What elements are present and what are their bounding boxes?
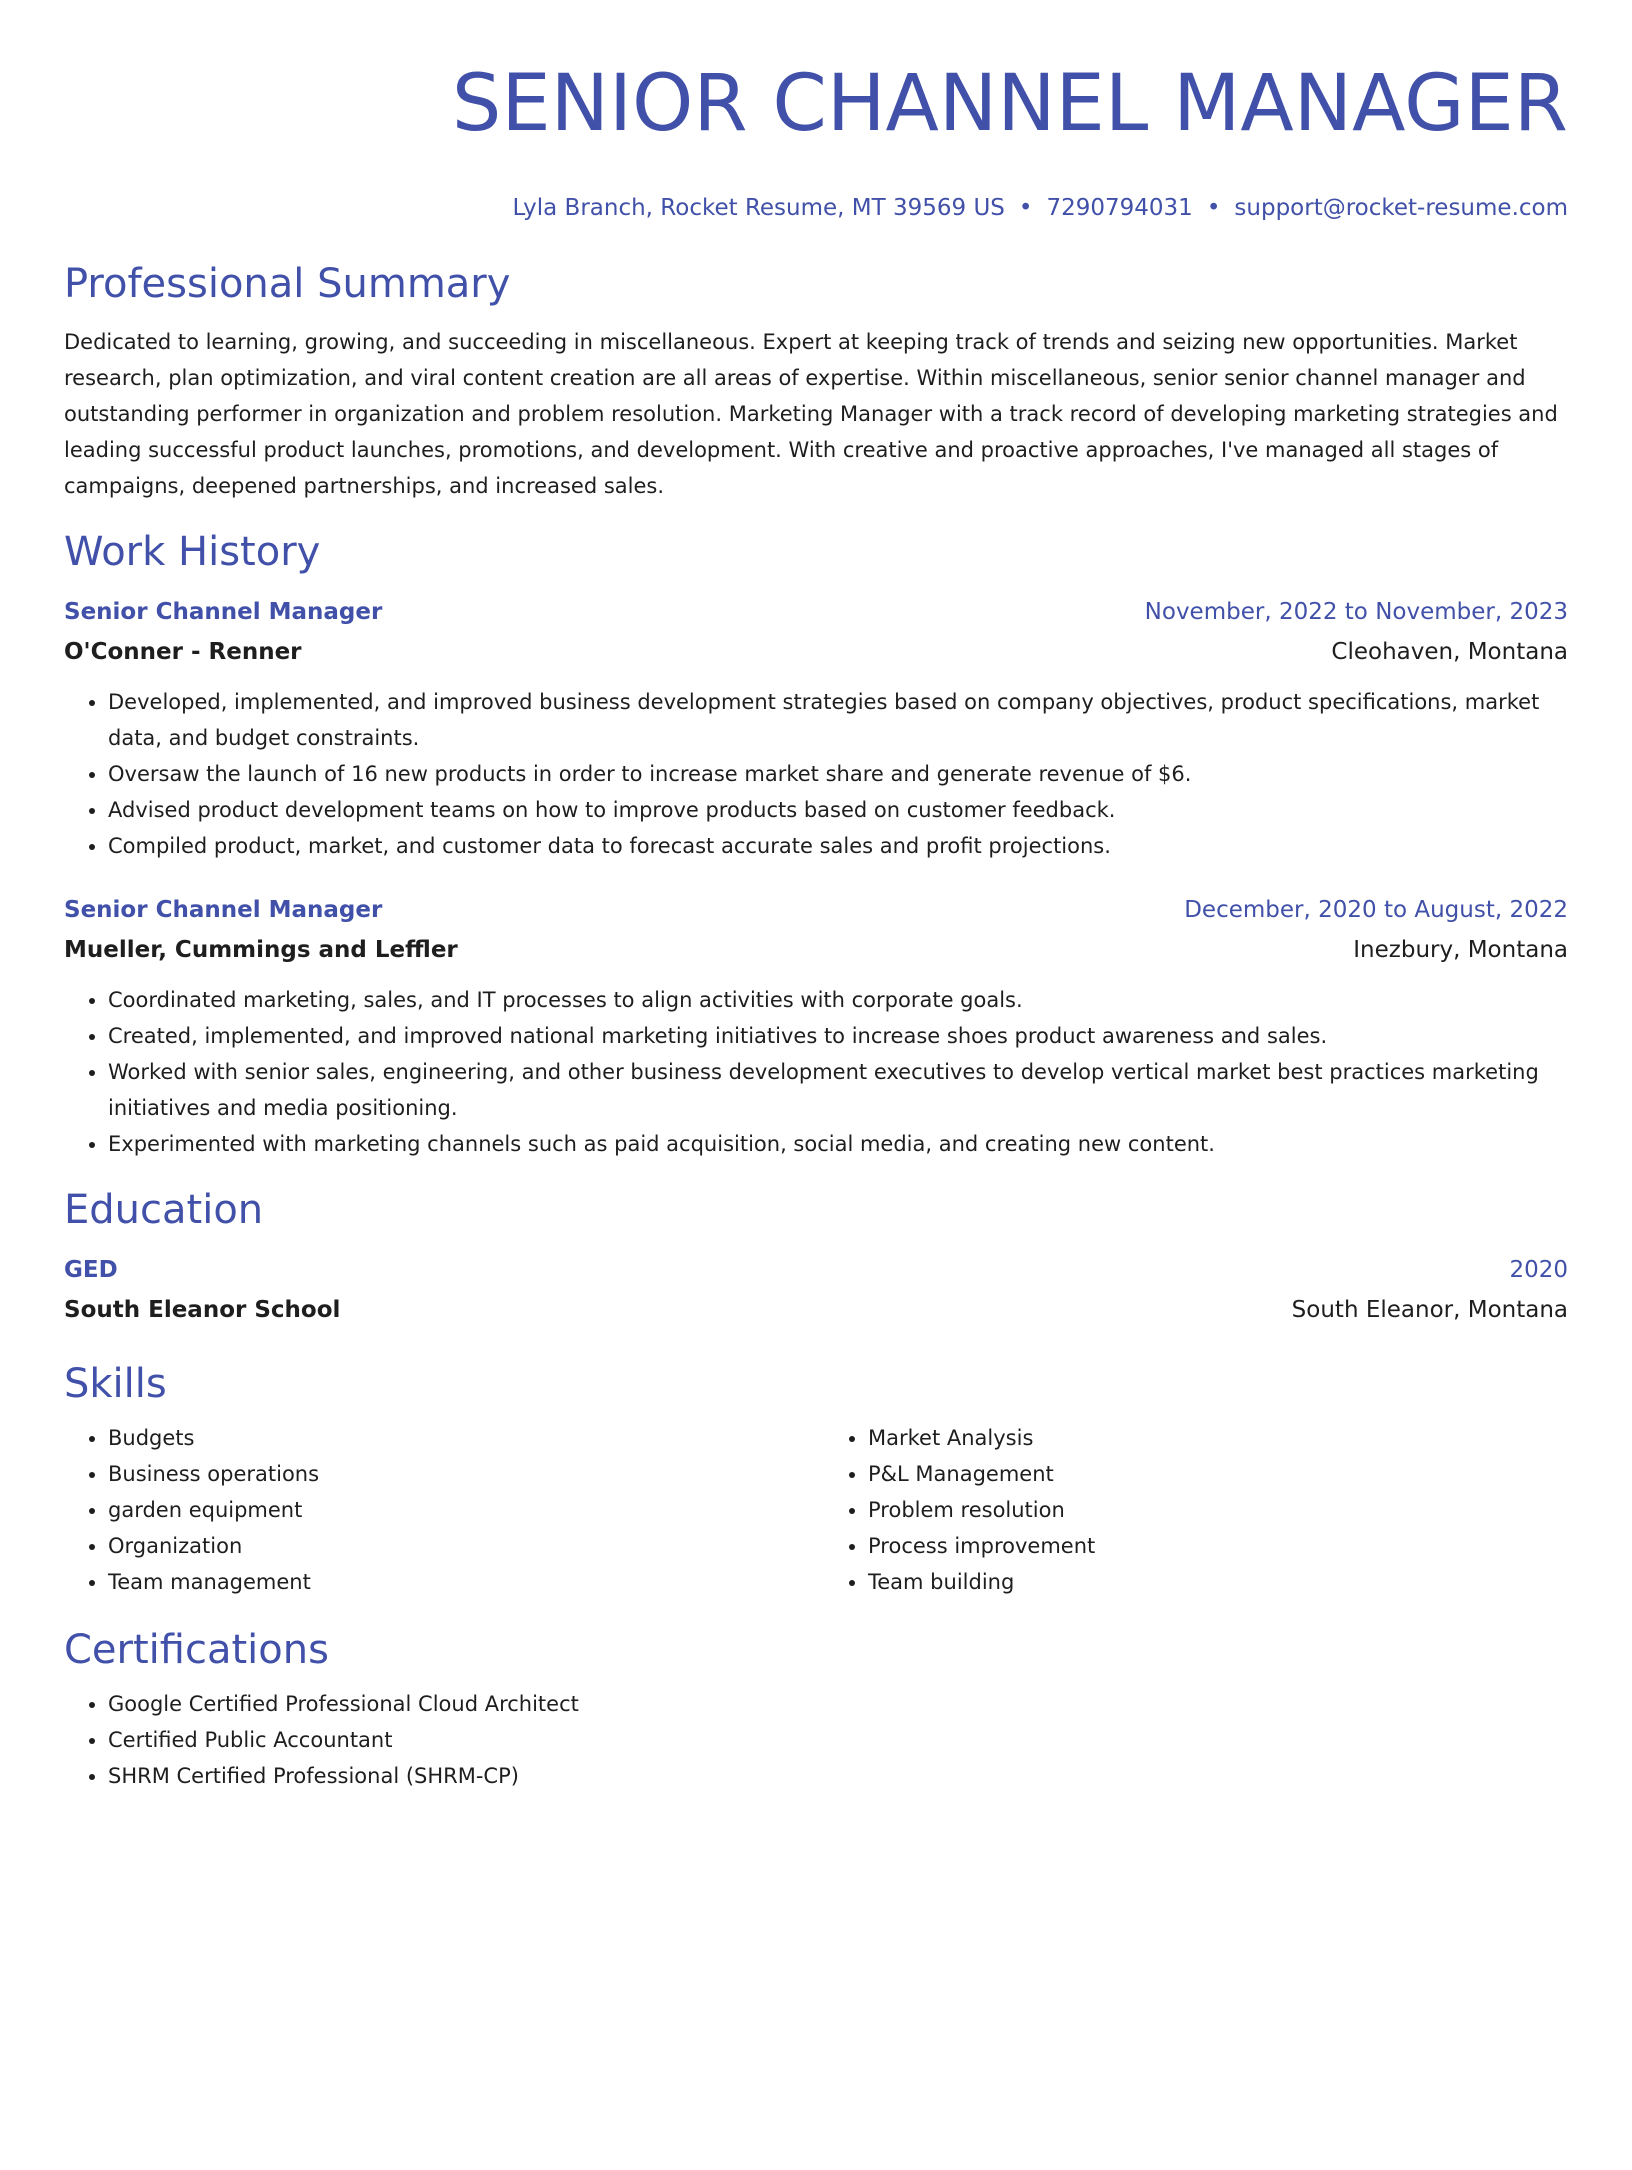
certifications-list — [64, 1686, 1568, 1794]
skill-item: • Team building — [868, 1564, 1568, 1600]
job-location: Cleohaven, Montana — [1331, 639, 1568, 665]
section-heading-work-history: Work History — [64, 529, 321, 575]
certifications-section — [64, 1624, 1568, 1794]
resume-page — [0, 58, 1632, 2170]
job-dates: November, 2022 to November, 2023 — [1144, 599, 1568, 625]
certification-item: • SHRM Certified Professional (SHRM-CP) — [108, 1758, 1568, 1794]
resume-title: SENIOR CHANNEL MANAGER — [451, 59, 1568, 149]
skills-left-column — [64, 1420, 816, 1600]
contact-phone[interactable]: 7290794031 — [1046, 195, 1193, 221]
job-dates: December, 2020 to August, 2022 — [1184, 897, 1568, 923]
skill-item: • Organization — [108, 1528, 816, 1564]
job-bullet: • Coordinated marketing, sales, and IT processes to align activities with corporate goals. — [108, 982, 1568, 1018]
job-entry — [64, 890, 1568, 1162]
section-heading-skills: Skills — [64, 1361, 167, 1407]
certification-item: • Google Certified Professional Cloud Architect — [108, 1686, 1568, 1722]
job-entry — [64, 592, 1568, 864]
job-bullet: • Created, implemented, and improved national marketing initiatives to increase shoes product awareness and sales. — [108, 1018, 1568, 1054]
skill-item: • Business operations — [108, 1456, 816, 1492]
contact-line — [64, 192, 1568, 224]
education-entry — [64, 1250, 1568, 1330]
job-bullets — [64, 684, 1568, 864]
certification-item: • Certified Public Accountant — [108, 1722, 1568, 1758]
job-employer: Mueller, Cummings and Leffler — [64, 937, 458, 963]
skill-item: • Budgets — [108, 1420, 816, 1456]
education-section — [64, 1184, 1568, 1330]
skill-item: • Problem resolution — [868, 1492, 1568, 1528]
work-history-section — [64, 526, 1568, 1162]
contact-email[interactable]: support@rocket-resume.com — [1234, 195, 1568, 221]
skill-item: • Team management — [108, 1564, 816, 1600]
skills-section — [64, 1358, 1568, 1600]
education-degree: GED — [64, 1257, 118, 1283]
summary-section — [64, 258, 1568, 504]
job-bullet: • Compiled product, market, and customer data to forecast accurate sales and profit projections. — [108, 828, 1568, 864]
skill-item: • P&L Management — [868, 1456, 1568, 1492]
contact-separator: • — [1206, 195, 1221, 221]
skill-item: • Market Analysis — [868, 1420, 1568, 1456]
section-heading-summary: Professional Summary — [64, 261, 511, 307]
skills-columns — [64, 1420, 1568, 1600]
job-title: Senior Channel Manager — [64, 599, 383, 625]
job-title: Senior Channel Manager — [64, 897, 383, 923]
education-year: 2020 — [1509, 1257, 1568, 1283]
job-bullet: • Experimented with marketing channels such as paid acquisition, social media, and creating new content. — [108, 1126, 1568, 1162]
job-employer: O'Conner - Renner — [64, 639, 302, 665]
education-school: South Eleanor School — [64, 1297, 341, 1323]
job-bullet: • Worked with senior sales, engineering, and other business development executives to develop vertical market best practices marketing initiatives and media positioning. — [108, 1054, 1568, 1126]
job-bullet: • Advised product development teams on how to improve products based on customer feedback. — [108, 792, 1568, 828]
job-bullet: • Developed, implemented, and improved business development strategies based on company objectives, product specifications, market data, and budget constraints. — [108, 684, 1568, 756]
skill-item: • Process improvement — [868, 1528, 1568, 1564]
education-location: South Eleanor, Montana — [1291, 1297, 1568, 1323]
job-bullet: • Oversaw the launch of 16 new products in order to increase market share and generate revenue of $6. — [108, 756, 1568, 792]
section-heading-education: Education — [64, 1187, 264, 1233]
skill-item: • garden equipment — [108, 1492, 816, 1528]
job-location: Inezbury, Montana — [1353, 937, 1568, 963]
contact-address: Lyla Branch, Rocket Resume, MT 39569 US — [512, 195, 1005, 221]
section-heading-certifications: Certifications — [64, 1627, 329, 1673]
summary-text: Dedicated to learning, growing, and succeeding in miscellaneous. Expert at keeping track of trends and seizing new opportunities. Market research, plan optimization, and viral content creation are all areas of expertise. Within miscellaneous, senior senior channel manager and outstanding performer in organization and problem resolution. Marketing Manager with a track record of developing marketing strategies and leading successful product launches, promotions, and development. With creative and proactive approaches, I've managed all stages of campaigns, deepened partnerships, and increased sales. — [64, 330, 1558, 498]
job-bullets — [64, 982, 1568, 1162]
skills-right-column — [816, 1420, 1568, 1600]
contact-separator: • — [1018, 195, 1033, 221]
